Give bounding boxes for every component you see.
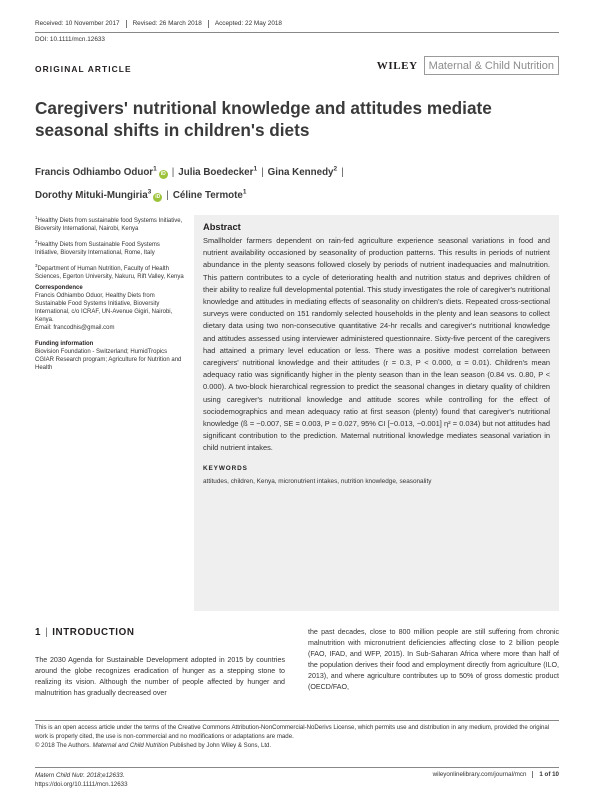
author-affiliation-mark: 2 — [333, 166, 338, 173]
affiliation: $^3$Department of Human Nutrition, Faculty of Health Sciences, Egerton University, Nakuru, Rift Valley, Kenya — [35, 262, 184, 280]
correspondence-heading: Correspondence — [35, 285, 83, 292]
body-column-left: The 2030 Agenda for Sustainable Development adopted in 2015 by countries around the globe recognizes eradication of hunger as a stepping stone to realizing its vision. Although the number of people affected by hunger and malnutrition has gradually decreased over — [35, 656, 285, 697]
funding-block — [35, 341, 185, 373]
author-separator: | — [261, 167, 264, 179]
orcid-icon[interactable]: iD — [160, 171, 166, 178]
correspondence-email[interactable]: Email: francodhis@gmail.com — [35, 324, 115, 331]
journal-website-link[interactable]: wileyonlinelibrary.com/journal/mcn — [432, 771, 527, 778]
abstract-text: Smallholder farmers dependent on rain-fed agriculture experience seasonal variations in food and nutrient availability occasioned by seasonality of production patterns. This results in periods of nutrient abundance in the plenty seasons followed closely by periods of nutrient inadequacies and malnutrition. This pattern contributes to a cycle of deteriorating health and nutrition status and deprives children of their ability to realize full developmental potential. This study investigates the role of caregiver's nutritional knowledge and attitudes in mediating effects of seasonality on children's diets. Repeated cross-sectional surveys were conducted on 151 randomly selected households in the plenty and lean seasons to collect dietary data using two non-consecutive quantitative 24-hr recalls and caregiver's nutritional knowledge and attitudes assessed using interviewer administered questionnaire. Sixty-five percent of the caregivers had attained a primary level education or less. There was a positive modest correlation between caregivers' nutritional knowledge and their attitudes (r = 0.3, P < 0.000, α = 0.01). Children's mean adequacy ratio was significantly higher in the plenty season than in the lean season (0.84 vs. 0.80, P < 0.000). A two-block hierarchical regression to predict the seasonal changes in dietary quality of children using caregiver's nutritional knowledge and attitude scores while controlling for the effect of sociodemographics and mean adequacy ratio at first season (plenty) found that caregiver's nutritional knowledge (ß = −0.007, SE = 0.003, P = 0.027, 95% CI [−0.013, −0.001] η² = 0.034) but not attitudes had significant contribution to the prediction. Maternal nutritional knowledge mediates seasonal variation in child nutrient intakes. — [203, 236, 550, 453]
accepted-date: Accepted: 22 May 2018 — [208, 20, 288, 28]
author-separator: | — [171, 167, 175, 179]
article-type: ORIGINAL ARTICLE — [35, 64, 132, 74]
license-text: This is an open access article under the terms of the Creative Commons Attribution-NonCommercial-NoDerivs License, which permits use and distribution in any medium, provided the original work is properly cited, the use is non-commercial and no modifications or adaptations are made. — [35, 724, 550, 740]
license-footnote — [35, 723, 559, 750]
author-name: Dorothy Mituki-Mungiria — [35, 189, 148, 201]
doi[interactable]: DOI: 10.1111/mcn.12633 — [35, 36, 105, 43]
funding-heading: Funding information — [35, 340, 94, 347]
author-separator: | — [341, 167, 344, 179]
keywords-list: attitudes, children, Kenya, micronutrient intakes, nutrition knowledge, seasonality — [203, 477, 432, 485]
author-affiliation-mark: 1 — [242, 188, 247, 196]
author-affiliation-mark: 1 — [153, 166, 157, 173]
abstract-heading: Abstract — [203, 222, 241, 232]
received-date: Received: 10 November 2017 — [35, 20, 120, 27]
section-heading — [35, 627, 135, 638]
section-separator: | — [45, 627, 49, 638]
author-affiliation-mark: 1 — [253, 166, 258, 173]
author — [178, 167, 257, 178]
author-name: Francis Odhiambo Oduor — [35, 167, 154, 179]
footer-citation — [35, 771, 128, 789]
abstract-panel — [194, 215, 559, 611]
section-title: INTRODUCTION — [52, 627, 135, 638]
orcid-icon[interactable]: iD — [155, 193, 161, 200]
revised-date: Revised: 26 March 2018 — [126, 20, 208, 28]
author-name: Céline Termote — [172, 189, 243, 201]
header-rule — [35, 32, 559, 33]
article-dates — [35, 20, 288, 28]
article-title: Caregivers' nutritional knowledge and attitudes mediate seasonal shifts in children's diets — [35, 98, 492, 140]
author — [268, 167, 338, 178]
keywords-heading: KEYWORDS — [203, 464, 248, 472]
funding-text: Biovision Foundation - Switzerland; HumidTropics CGIAR Research program; Agriculture for Nutrition and Health — [35, 348, 182, 371]
author — [173, 190, 247, 201]
affiliation: $^1$Healthy Diets from sustainable food Systems Initiative, Bioversity International, Nairobi, Kenya — [35, 215, 183, 232]
sidebar-info — [35, 214, 185, 381]
author-separator: | — [166, 189, 169, 201]
author-name: Julia Boedecker — [178, 167, 254, 179]
author-list — [35, 160, 535, 205]
author — [35, 167, 168, 178]
correspondence-text: Francis Odhiambo Oduor, Healthy Diets from Sustainable Food Systems Initiative, Bioversity International, c/o ICRAF, UN-Avenue Gigiri, Nairobi, Kenya. — [35, 293, 173, 324]
page-number: 1 of 10 — [532, 771, 559, 778]
footer-meta — [433, 771, 559, 778]
copyright-line: © 2018 The Authors. Maternal and Child Nutrition Published by John Wiley & Sons, Ltd. — [35, 742, 272, 749]
author-affiliation-mark: 3 — [147, 188, 152, 196]
affiliation: $^2$Healthy Diets from Sustainable Food Systems Initiative, Bioversity International, Rome, Italy — [35, 238, 160, 256]
correspondence-block — [35, 285, 185, 332]
citation-line: Matern Child Nutr. 2018;e12633. — [35, 772, 125, 779]
author-name: Gina Kennedy — [267, 167, 334, 179]
footnote-rule — [35, 720, 559, 721]
author — [35, 190, 162, 201]
publisher-logo: WILEY — [376, 59, 418, 72]
body-column-right: the past decades, close to 800 million people are still suffering from chronic malnutrition with micronutrient deficiencies affecting close to 2 billion people (FAO, IFAD, and WFP, 2015). In Sub-Saharan Africa where more than half of the population derives their food and employment directly from agriculture (ILO, 2013), and where agriculture contributes up to 50% of gross domestic product (OECD/FAO, — [308, 628, 559, 691]
footer-rule — [35, 767, 559, 768]
journal-name: Maternal & Child Nutrition — [424, 56, 559, 75]
section-number: 1 — [35, 627, 42, 638]
publisher-brand — [377, 56, 559, 75]
doi-link[interactable]: https://doi.org/10.1111/mcn.12633 — [35, 781, 128, 788]
